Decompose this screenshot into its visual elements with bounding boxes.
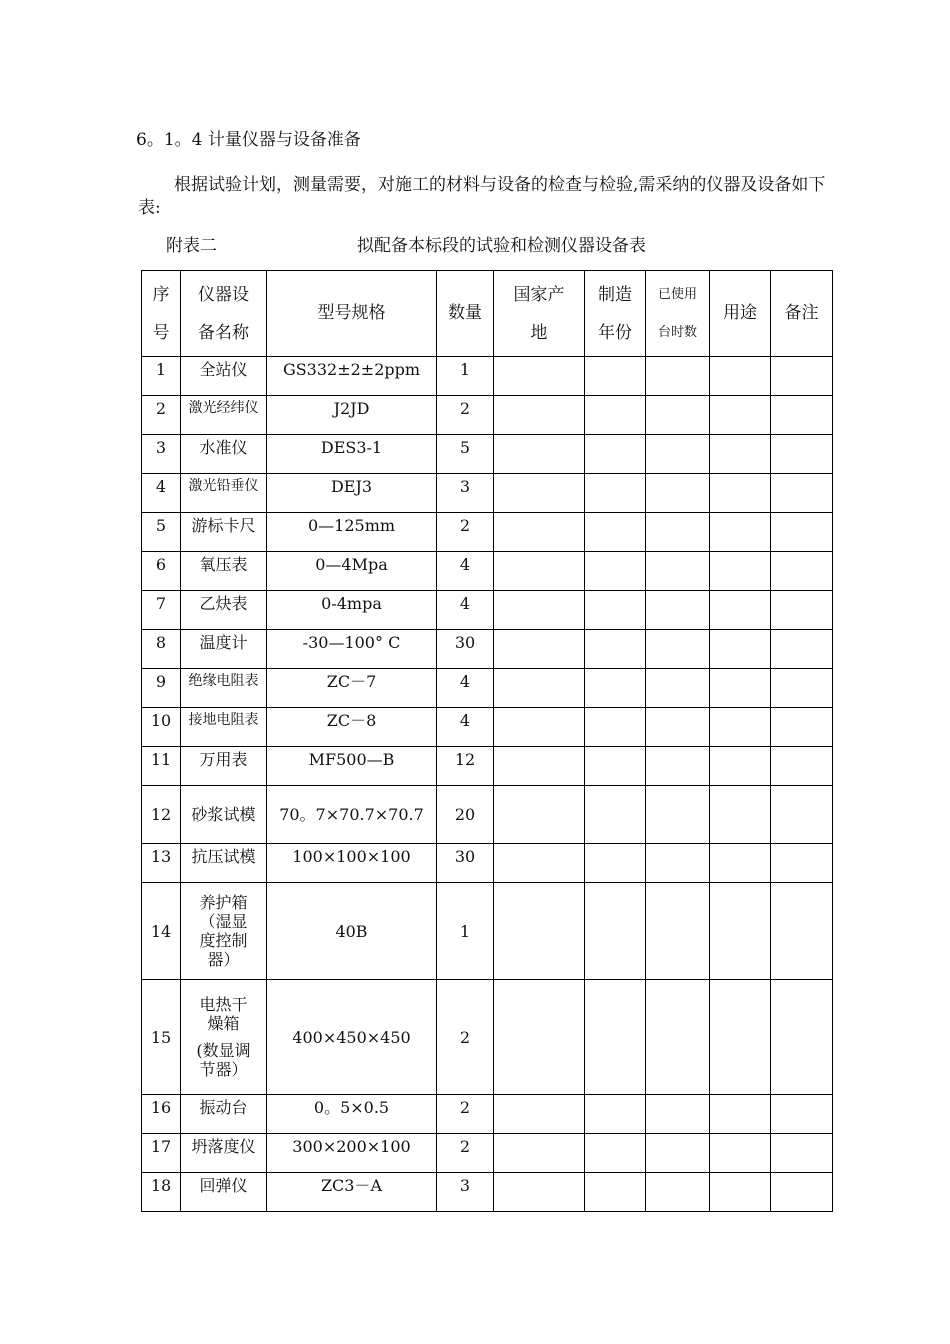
intro-paragraph: 根据试验计划，测量需要，对施工的材料与设备的检查与检验,需采纳的仪器及设备如下表: xyxy=(138,175,826,218)
row-name: 全站仪 xyxy=(181,357,267,396)
row-model: DEJ3 xyxy=(267,474,437,513)
row-qty: 4 xyxy=(437,552,494,591)
row-no: 10 xyxy=(142,708,181,747)
table-row xyxy=(142,786,833,844)
row-model: ZC－8 xyxy=(267,708,437,747)
row-model: MF500—B xyxy=(267,747,437,786)
row-name: 坍落度仪 xyxy=(181,1134,267,1173)
table-row xyxy=(142,630,833,669)
row-no: 6 xyxy=(142,552,181,591)
row-qty: 2 xyxy=(437,396,494,435)
row-no: 15 xyxy=(142,980,181,1095)
row-qty: 3 xyxy=(437,1173,494,1212)
row-no: 2 xyxy=(142,396,181,435)
row-no: 9 xyxy=(142,669,181,708)
row-model: 0-4mpa xyxy=(267,591,437,630)
row-no: 17 xyxy=(142,1134,181,1173)
row-name: 氧压表 xyxy=(181,552,267,591)
header-hours: 已使用 台时数 xyxy=(646,271,710,357)
row-name: 温度计 xyxy=(181,630,267,669)
row-model: GS332±2±2ppm xyxy=(267,357,437,396)
header-origin: 国家产 地 xyxy=(494,271,585,357)
table-row xyxy=(142,1173,833,1212)
row-qty: 1 xyxy=(437,883,494,980)
table-label: 附表二 xyxy=(166,236,217,256)
header-qty: 数量 xyxy=(437,271,494,357)
row-name: 抗压试模 xyxy=(181,844,267,883)
row-qty: 2 xyxy=(437,980,494,1095)
header-model: 型号规格 xyxy=(267,271,437,357)
table-row xyxy=(142,708,833,747)
row-qty: 30 xyxy=(437,630,494,669)
equipment-table xyxy=(141,270,833,1212)
row-model: ZC－7 xyxy=(267,669,437,708)
row-qty: 4 xyxy=(437,669,494,708)
row-no: 4 xyxy=(142,474,181,513)
row-model: 0。5×0.5 xyxy=(267,1095,437,1134)
row-name: 激光经纬仪 xyxy=(181,396,267,435)
row-qty: 30 xyxy=(437,844,494,883)
row-name: 绝缘电阻表 xyxy=(181,669,267,708)
row-qty: 2 xyxy=(437,513,494,552)
table-row xyxy=(142,1134,833,1173)
row-no: 12 xyxy=(142,786,181,844)
row-no: 14 xyxy=(142,883,181,980)
row-model: J2JD xyxy=(267,396,437,435)
row-model: 300×200×100 xyxy=(267,1134,437,1173)
row-qty: 20 xyxy=(437,786,494,844)
row-model: 0—4Mpa xyxy=(267,552,437,591)
table-row xyxy=(142,552,833,591)
table-row xyxy=(142,844,833,883)
row-name: 激光铅垂仪 xyxy=(181,474,267,513)
header-seq: 序 号 xyxy=(142,271,181,357)
header-use: 用途 xyxy=(710,271,771,357)
row-qty: 12 xyxy=(437,747,494,786)
row-qty: 2 xyxy=(437,1134,494,1173)
row-model: 70。7×70.7×70.7 xyxy=(267,786,437,844)
table-row xyxy=(142,883,833,980)
row-no: 16 xyxy=(142,1095,181,1134)
row-name: 水准仪 xyxy=(181,435,267,474)
row-qty: 1 xyxy=(437,357,494,396)
header-year: 制造 年份 xyxy=(585,271,646,357)
row-qty: 4 xyxy=(437,708,494,747)
row-no: 5 xyxy=(142,513,181,552)
row-no: 1 xyxy=(142,357,181,396)
table-row xyxy=(142,591,833,630)
table-row xyxy=(142,396,833,435)
row-model: DES3-1 xyxy=(267,435,437,474)
row-no: 11 xyxy=(142,747,181,786)
row-no: 18 xyxy=(142,1173,181,1212)
row-name: 砂浆试模 xyxy=(181,786,267,844)
row-no: 7 xyxy=(142,591,181,630)
row-model: 40B xyxy=(267,883,437,980)
row-model: -30—100° C xyxy=(267,630,437,669)
row-model: 0—125mm xyxy=(267,513,437,552)
table-row xyxy=(142,435,833,474)
row-qty: 5 xyxy=(437,435,494,474)
row-name: 乙炔表 xyxy=(181,591,267,630)
row-no: 13 xyxy=(142,844,181,883)
row-model: 100×100×100 xyxy=(267,844,437,883)
row-name: 接地电阻表 xyxy=(181,708,267,747)
table-row xyxy=(142,1095,833,1134)
table-row xyxy=(142,747,833,786)
row-qty: 3 xyxy=(437,474,494,513)
table-header-row xyxy=(142,271,833,357)
row-name: 游标卡尺 xyxy=(181,513,267,552)
table-row xyxy=(142,474,833,513)
row-name: 回弹仪 xyxy=(181,1173,267,1212)
table-title: 拟配备本标段的试验和检测仪器设备表 xyxy=(357,236,646,256)
table-row xyxy=(142,513,833,552)
row-no: 8 xyxy=(142,630,181,669)
row-name: 振动台 xyxy=(181,1095,267,1134)
row-name: 养护箱（湿显度控制器） xyxy=(181,883,267,980)
header-name: 仪器设 备名称 xyxy=(181,271,267,357)
table-row xyxy=(142,357,833,396)
header-note: 备注 xyxy=(771,271,833,357)
table-row xyxy=(142,669,833,708)
row-model: 400×450×450 xyxy=(267,980,437,1095)
table-row xyxy=(142,980,833,1095)
row-qty: 2 xyxy=(437,1095,494,1134)
row-no: 3 xyxy=(142,435,181,474)
row-qty: 4 xyxy=(437,591,494,630)
row-name: 万用表 xyxy=(181,747,267,786)
row-model: ZC3－A xyxy=(267,1173,437,1212)
row-name: 电热干燥箱 (数显调节器） xyxy=(181,980,267,1095)
section-heading: 6。1。4 计量仪器与设备准备 xyxy=(136,130,361,150)
